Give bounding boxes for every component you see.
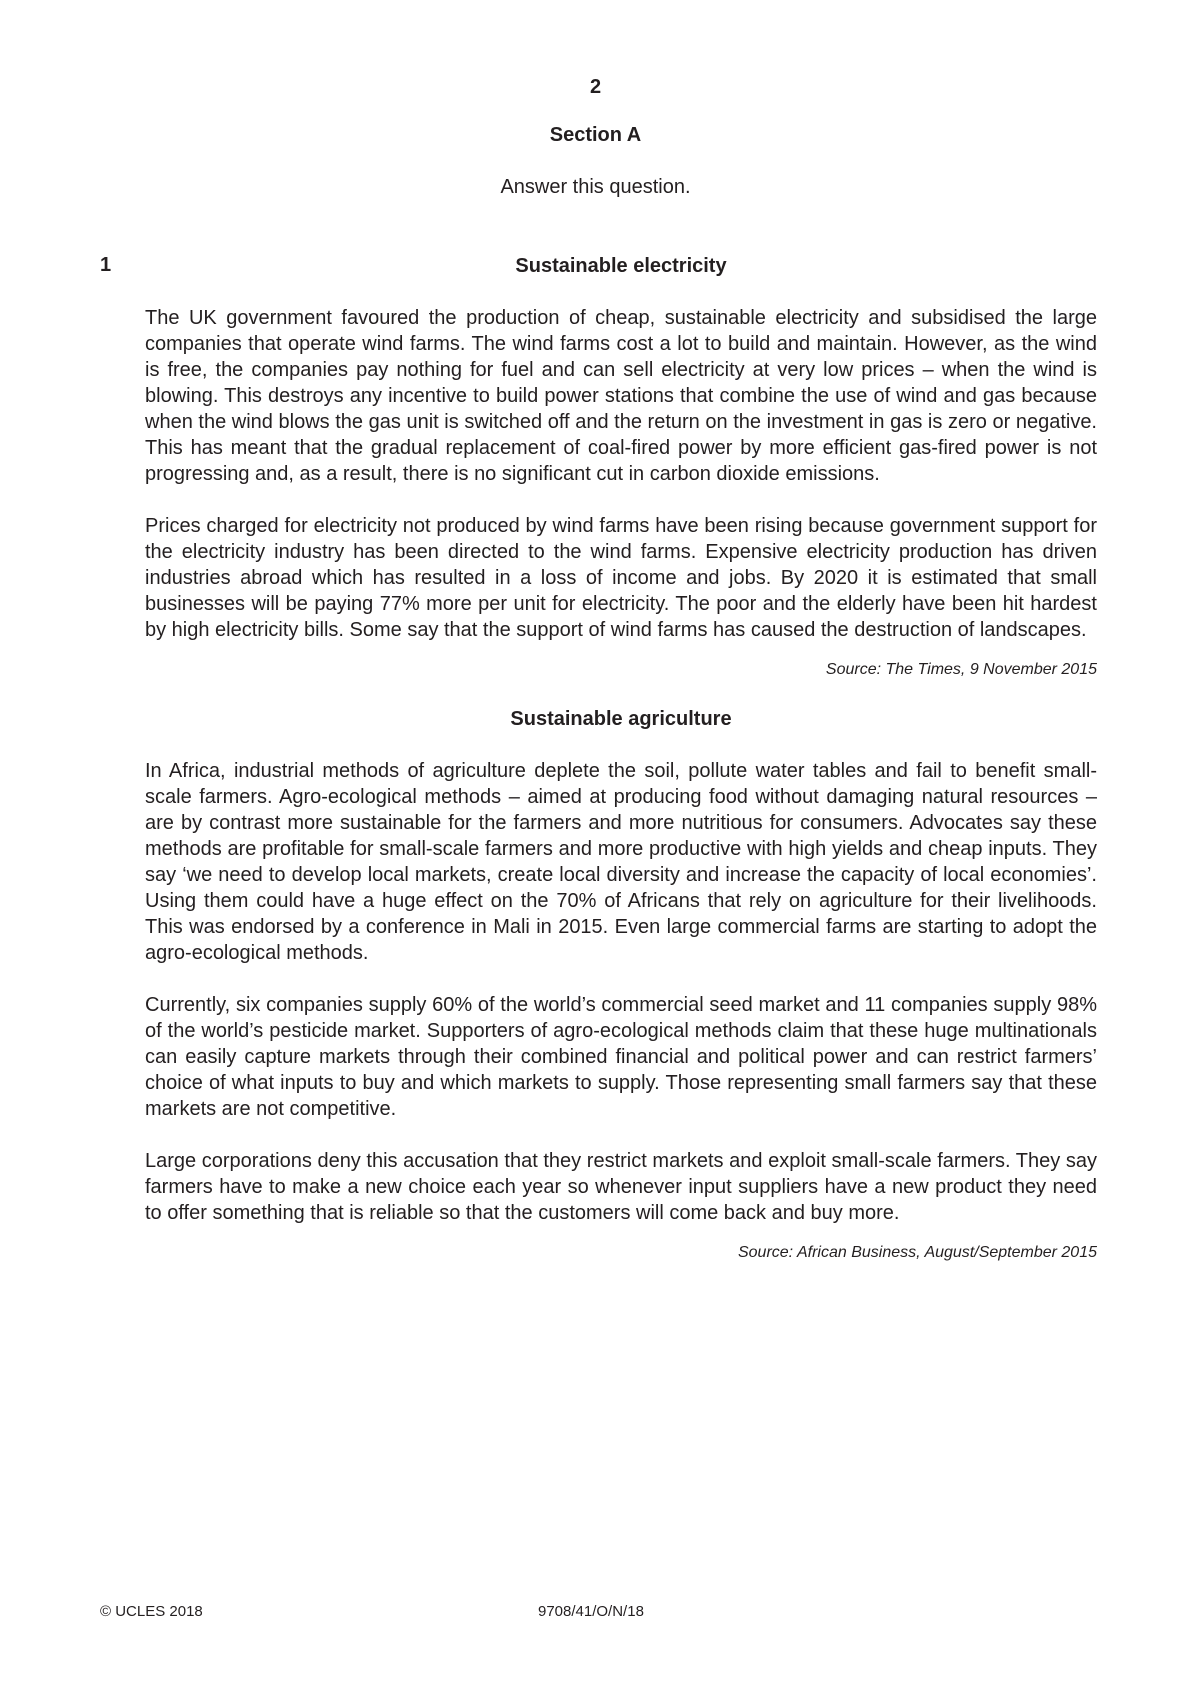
instruction-text: Answer this question. — [500, 176, 691, 198]
footer-paper-code: 9708/41/O/N/18 — [538, 1603, 644, 1620]
question-content — [145, 254, 1097, 1264]
agriculture-source: Source: African Business, August/September 2015 — [737, 1244, 1097, 1261]
question-number: 1 — [100, 254, 112, 276]
agriculture-paragraph-3: Large corporations deny this accusation that they restrict markets and exploit small-scale farmers. They say farmers have to make a new choice each year so whenever input suppliers have a new product they need to offer something that is reliable so that the customers will come back and buy more. — [145, 1150, 1097, 1224]
agriculture-paragraph-1: In Africa, industrial methods of agriculture deplete the soil, pollute water tables and fail to benefit small-scale farmers. Agro-ecological methods – aimed at producing food without damaging natural resources – are by contrast more sustainable for the farmers and more nutritious for consumers. Advocates say these methods are profitable for small-scale farmers and more productive with high yields and cheap inputs. They say ‘we need to develop local markets, create local diversity and increase the capacity of local economies’. Using them could have a huge effect on the 70% of Africans that rely on agriculture for their livelihoods. This was endorsed by a conference in Mali in 2015. Even large commercial farms are starting to adopt the agro-ecological methods. — [145, 760, 1097, 964]
agriculture-heading: Sustainable agriculture — [510, 708, 732, 730]
footer-copyright: © UCLES 2018 — [100, 1603, 203, 1620]
section-title: Section A — [549, 124, 642, 146]
agriculture-paragraph-2: Currently, six companies supply 60% of the world’s commercial seed market and 11 companies supply 98% of the world’s pesticide market. Supporters of agro-ecological methods claim that these huge multinationals can easily capture markets through their combined financial and political power and can restrict farmers’ choice of what inputs to buy and which markets to supply. Those representing small farmers say that these markets are not competitive. — [145, 994, 1097, 1120]
electricity-paragraph-2: Prices charged for electricity not produced by wind farms have been rising because government support for the electricity industry has been directed to the wind farms. Expensive electricity production has driven industries abroad which has resulted in a loss of income and jobs. By 2020 it is estimated that small businesses will be paying 77% more per unit for electricity. The poor and the elderly have been hit hardest by high electricity bills. Some say that the support of wind farms has caused the destruction of landscapes. — [145, 515, 1097, 641]
electricity-paragraph-1: The UK government favoured the production of cheap, sustainable electricity and subsidised the large companies that operate wind farms. The wind farms cost a lot to build and maintain. However, as the wind is free, the companies pay nothing for fuel and can sell electricity at very low prices – when the wind is blowing. This destroys any incentive to build power stations that combine the use of wind and gas because when the wind blows the gas unit is switched off and the return on the investment in gas is zero or negative. This has meant that the gradual replacement of coal-fired power by more efficient gas-fired power is not progressing and, as a result, there is no significant cut in carbon dioxide emissions. — [145, 307, 1097, 485]
electricity-heading: Sustainable electricity — [515, 255, 727, 277]
electricity-source: Source: The Times, 9 November 2015 — [825, 661, 1097, 678]
page-number: 2 — [589, 76, 602, 98]
